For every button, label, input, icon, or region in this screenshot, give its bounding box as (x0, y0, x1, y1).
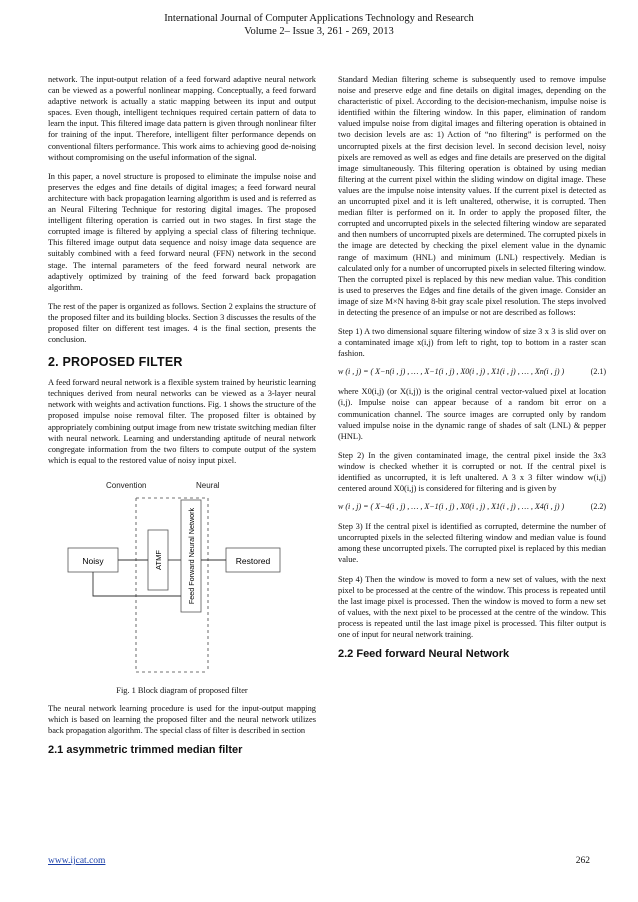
paragraph: Step 4) Then the window is moved to form a new set of values, with the next pixel to be processed at the centre of the window. This process is repeated until the last image pixel is processed. Then the window is moved to form a new set of values, with the next pixel to be processed at the centre of the window. This process is repeated until the last image pixel is processed. This filter output is one of input for neural network training. (338, 574, 606, 640)
block-diagram (48, 474, 316, 680)
subsection-heading: 2.1 asymmetric trimmed median filter (48, 744, 243, 757)
paragraph: network. The input-output relation of a feed forward adaptive neural network can be viewed as a powerful nonlinear mapping. Conceptually, a feed forward adaptive network is actually a static mapping between its input and output spaces. Even though, intelligent techniques required certain pattern of data to learn the input. This filtered image data pattern is given through nonlinear filter for training of the input. Therefore, intelligent filter performance depends on conventional filters performance. This work aims to achieving good de-noising without compromising on the useful information of the signal. (48, 75, 316, 162)
journal-url-link[interactable]: www.ijcat.com (48, 856, 106, 866)
label-noisy: Noisy (82, 555, 104, 566)
label-restored: Restored (235, 555, 271, 566)
equation-number: (2.2) (590, 502, 606, 512)
equation-2-1 (338, 367, 606, 376)
paragraph: The neural network learning procedure is used for the input-output mapping which is based on learning the proposed filter and the neural network utilizes back propagation algorithm. The special class of filter is described in section (48, 703, 316, 736)
right-column (338, 74, 606, 660)
label-neural: Neural (196, 480, 220, 490)
equation-2-2 (338, 502, 606, 511)
paragraph: The rest of the paper is organized as follows. Section 2 explains the structure of the proposed filter and its building blocks. Section 3 discusses the results of the proposed filter on different test images. 4 is the final section, presents the conclusion. (48, 301, 316, 345)
page-number: 262 (575, 856, 590, 866)
subsection-heading: 2.2 Feed forward Neural Network (338, 648, 510, 661)
paragraph: A feed forward neural network is a flexible system trained by heuristic learning techniques derived from neural networks can be viewed as a 3-layer neural network with weights and activation functions. Fig. 1 shows the structure of the proposed impulse noise removal filter. The proposed filter is obtained by appropriately combining output image from new tristate switching median filter with neural network. Learning and understanding aptitude of neural network congregate information from the two filters to compute output of the system which is equal to the restored value of noisy input pixel. (48, 378, 316, 465)
figure-caption: Fig. 1 Block diagram of proposed filter (116, 685, 248, 695)
section-heading: 2. PROPOSED FILTER (48, 355, 183, 370)
block-diagram-figure (48, 474, 316, 680)
label-ffnn: Feed Forward Neural Network (187, 507, 196, 605)
label-atmf: ATMF (154, 549, 163, 570)
paragraph: Step 2) In the given contaminated image, the central pixel inside the 3x3 window is checked whether it is corrupted or not. If the central pixel is identified as uncorrupted, it is left unaltered. A 3 x 3 filter window w(i,j) centered around X0(i,j) is considered for filtering and is given by (338, 450, 606, 494)
equation-body: w (i , j) = ( X−n(i , j) , … , X−1(i , j) , X0(i , j) , X1(i , j) , … , Xn(i , j) ) (338, 367, 565, 377)
volume-info: Volume 2– Issue 3, 261 - 269, 2013 (244, 26, 394, 37)
equation-body: w (i , j) = ( X−4(i , j) , … , X−1(i , j) , X0(i , j) , X1(i , j) , … , X4(i , j) ) (338, 502, 565, 512)
paragraph: Step 1) A two dimensional square filtering window of size 3 x 3 is slid over on a contaminated image x(i,j) from left to right, top to bottom in a raster scan fashion. (338, 327, 606, 359)
paragraph: where X0(i,j) (or X(i,j)) is the original central vector-valued pixel at location (i,j). Impulse noise can appear because of a random bit error on a communication channel. The source images are corrupted only by random valued impulse noise in the dynamic range of shades of salt (LNL) & pepper (HNL). (338, 387, 606, 441)
journal-title: International Journal of Computer Applications Technology and Research (164, 13, 474, 24)
label-convention: Convention (106, 480, 147, 490)
equation-number: (2.1) (590, 367, 606, 377)
left-column (48, 74, 316, 756)
paragraph: Standard Median filtering scheme is subsequently used to remove impulse noise and preserve edge and fine details on digital images, depending on the characteristic of pixel. According to the decision-mechanism, impulse noise is identified within the filtering window. In this paper, elimination of random valued impulse noise from digital images and filtering operation is obtained in two decision levels are as: 1) Action of “no filtering” is performed on the uncorrupted pixels at the first decision level. In second decision level, noisy pixels are removed as well as edges and fine details are preserved on the digital image simultaneously. This filtering operation is obtained by using median filtering at the current pixel within the sliding window on digital image. These values are the impulse noise intensity values. If the current pixel is detected as an uncorrupted pixel and it is left unaltered, otherwise, it is corrupted. Then median filter is performed on it. In order to apply the proposed filter, the corrupted and uncorrupted pixels in the selected filtering window are separated and then numbers of uncorrupted pixels are determined. The corrupted pixels in the image are detected by checking the pixel element value in the dynamic range of maximum (HNL) and minimum (LNL) respectively. Median is calculated only for a number of uncorrupted pixels in selected filtering window. Then the corrupted pixel is replaced by this new median value. This condition is used to preserves the Edges and fine details of the given image. Consider an image of size M×N having 8-bit gray scale pixel resolution. The steps involved in detecting the presence of an impulse or not are described as follows: (338, 75, 606, 317)
paragraph: Step 3) If the central pixel is identified as corrupted, determine the number of uncorrupted pixels in the selected filtering window and median value is found among these uncorrupted pixels. The corrupted pixel is replaced by this median value. (338, 522, 606, 565)
page-header (0, 12, 638, 38)
paragraph: In this paper, a novel structure is proposed to eliminate the impulse noise and preserves the edges and fine details of digital images; a feed forward neural architecture with back propagation learning algorithm is used and is referred as an Neural Filtering Technique for restoring digital images. The proposed intelligent filtering operation is carried out in two stages. In first stage the corrupted image is filtered by applying a special class of filtering technique. This filtered image output data sequence and noisy image data sequence are suitably combined with a feed forward neural (FFN) network in the second stage. The internal parameters of the feed forward neural network are adaptively optimized by training of the feed forward back propagation algorithm. (48, 171, 316, 292)
